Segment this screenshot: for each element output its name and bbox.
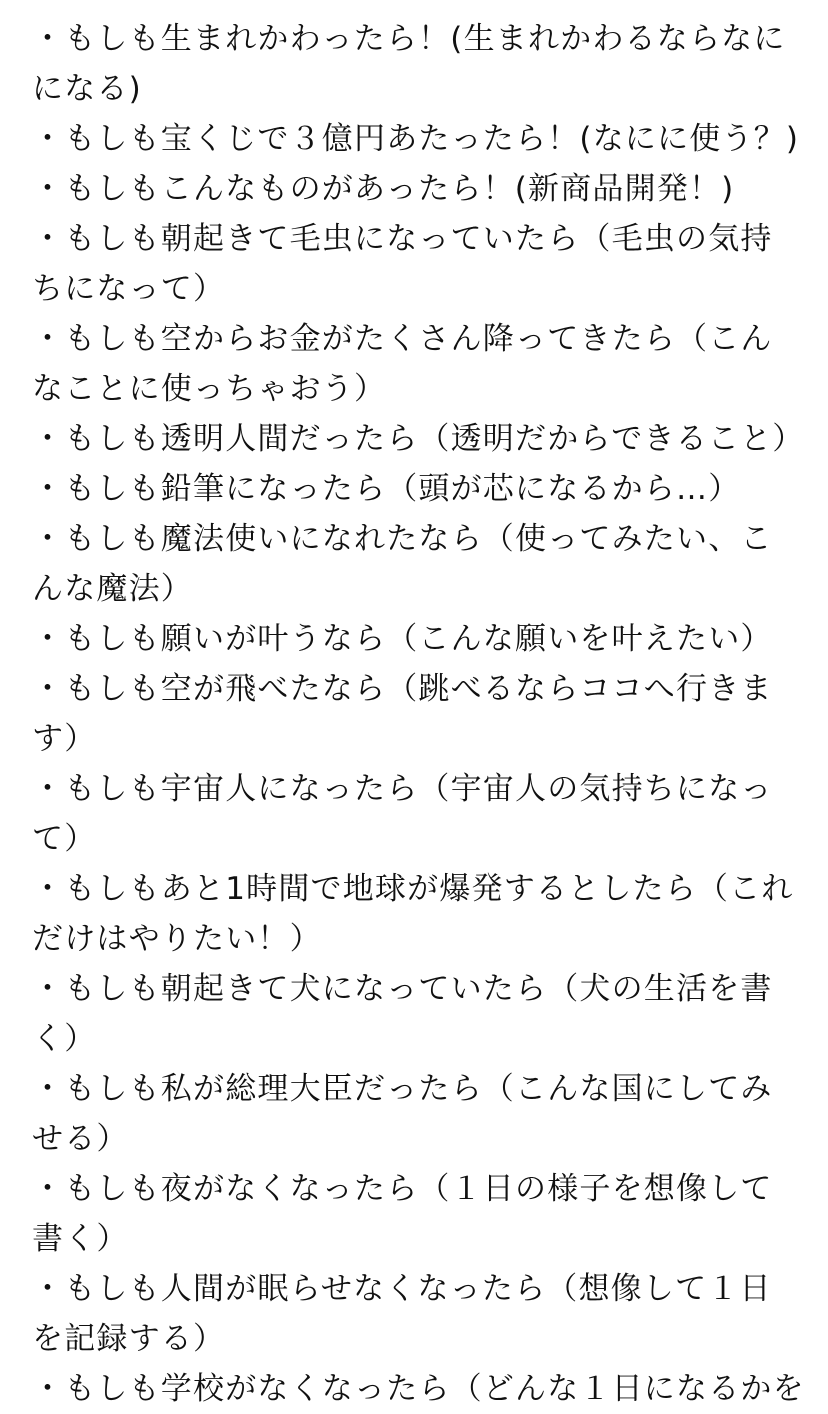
- list-item: ・もしも魔法使いになれたなら（使ってみたい、こんな魔法）: [32, 521, 773, 607]
- list-item: ・もしも鉛筆になったら（頭が芯になるから…）: [32, 471, 741, 507]
- list-item: ・もしも朝起きて犬になっていたら（犬の生活を書く）: [32, 971, 773, 1057]
- list-item: ・もしも空が飛べたなら（跳べるならココへ行きます）: [32, 671, 773, 757]
- list-item: ・もしも朝起きて毛虫になっていたら（毛虫の気持ちになって）: [32, 221, 773, 307]
- list-item: ・もしも宇宙人になったら（宇宙人の気持ちになって）: [32, 771, 773, 857]
- list-item: ・もしも生まれかわったら！(生まれかわるならなにになる): [32, 21, 786, 107]
- list-item-partial: ・もしも学校がなくなったら（どんな１日になるかを: [32, 1371, 805, 1407]
- list-item: ・もしもあと1時間で地球が爆発するとしたら（これだけはやりたい！）: [32, 871, 794, 957]
- list-item: ・もしも願いが叶うなら（こんな願いを叶えたい）: [32, 621, 773, 657]
- list-item: ・もしも空からお金がたくさん降ってきたら（こんなことに使っちゃおう）: [32, 321, 773, 407]
- list-item: ・もしも宝くじで３億円あたったら！(なにに使う？): [32, 121, 800, 157]
- idea-list: [32, 14, 805, 1414]
- list-item: ・もしも透明人間だったら（透明だからできること）: [32, 421, 805, 457]
- list-item: ・もしもこんなものがあったら！(新商品開発！): [32, 171, 735, 207]
- list-item: ・もしも夜がなくなったら（１日の様子を想像して書く）: [32, 1171, 773, 1257]
- list-item: ・もしも人間が眠らせなくなったら（想像して１日を記録する）: [32, 1271, 772, 1357]
- list-item: ・もしも私が総理大臣だったら（こんな国にしてみせる）: [32, 1071, 773, 1157]
